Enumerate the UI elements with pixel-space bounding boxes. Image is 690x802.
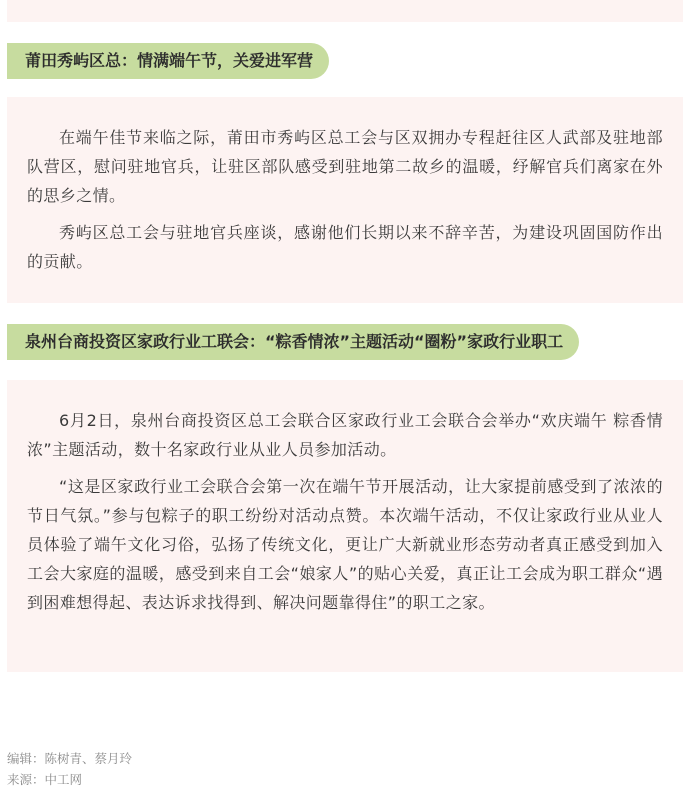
section-title-xiuyu: 莆田秀屿区总：情满端午节，关爱进军营: [7, 43, 329, 79]
editor-credit: 编辑：陈树青、蔡月玲: [7, 751, 133, 766]
article-card-quanzhou: [7, 380, 683, 672]
article-paragraph: 秀屿区总工会与驻地官兵座谈，感谢他们长期以来不辞辛苦，为建设巩固国防作出的贡献。: [27, 223, 663, 271]
article-paragraph: 6月2日，泉州台商投资区总工会联合区家政行业工会联合会举办“欢庆端午 粽香情浓”主题活动，数十名家政行业从业人员参加活动。: [27, 411, 663, 459]
section-title-quanzhou: 泉州台商投资区家政行业工联会：“粽香情浓”主题活动“圈粉”家政行业职工: [7, 324, 579, 360]
article-paragraph: “这是区家政行业工会联合会第一次在端午节开展活动，让大家提前感受到了浓浓的节日气氛。”参与包粽子的职工纷纷对活动点赞。本次端午活动，不仅让家政行业从业人员体验了端午文化习俗，弘扬了传统文化，更让广大新就业形态劳动者真正感受到加入工会大家庭的温暖，感受到来自工会“娘家人”的贴心关爱，真正让工会成为职工群众“遇到困难想得起、表达诉求找得到、解决问题靠得住”的职工之家。: [27, 477, 663, 612]
previous-article-card: [7, 0, 683, 22]
source-credit: 来源：中工网: [7, 772, 83, 787]
article-card-xiuyu: [7, 97, 683, 303]
article-paragraph: 在端午佳节来临之际，莆田市秀屿区总工会与区双拥办专程赶往区人武部及驻地部队营区，慰问驻地官兵，让驻区部队感受到驻地第二故乡的温暖，纾解官兵们离家在外的思乡之情。: [27, 128, 663, 205]
